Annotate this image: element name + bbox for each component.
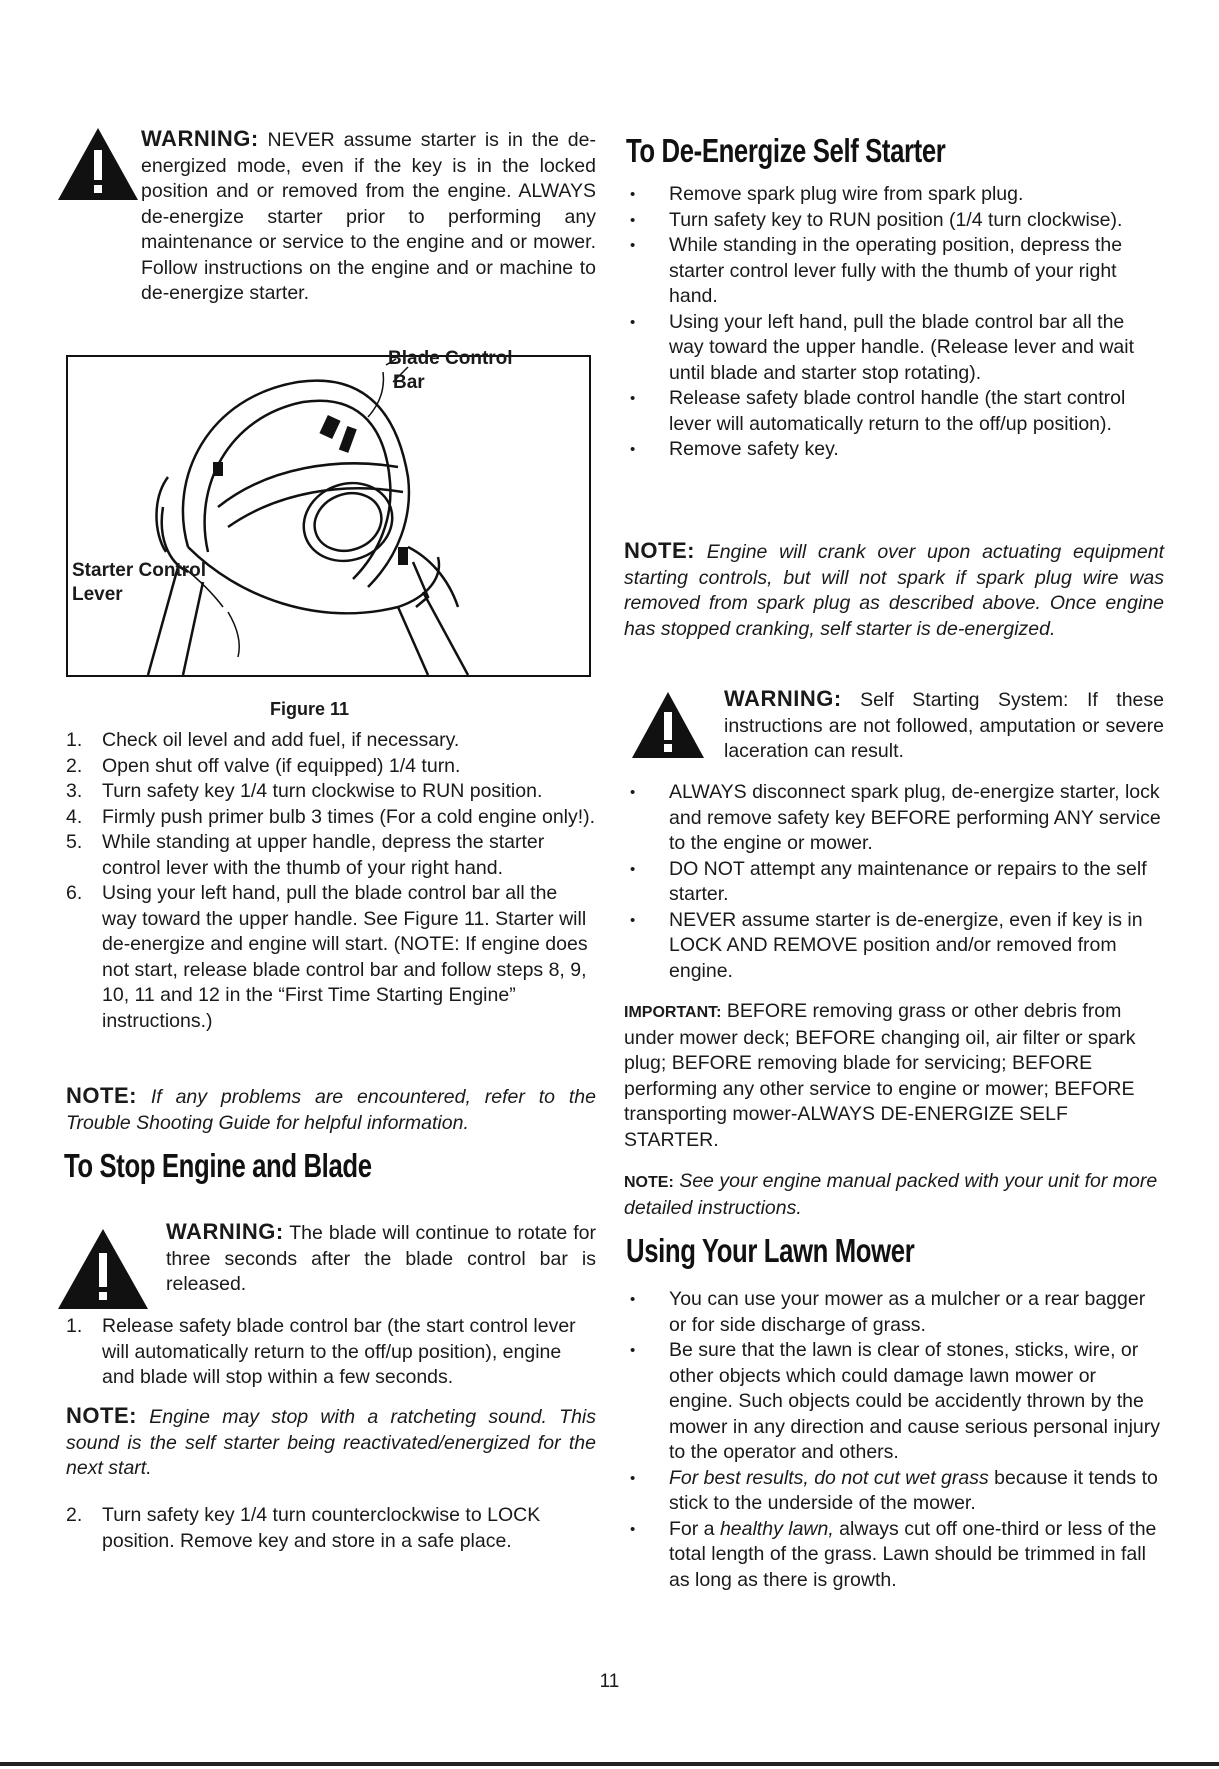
warning-triangle-icon [630,690,706,760]
figure-caption: Figure 11 [270,699,350,719]
list-item: 1. Release safety blade control bar (the start control lever will automatically return to the off/up position), engine and blade will stop within a few seconds. [66,1315,576,1388]
list-item: • Be sure that the lawn is clear of stones, sticks, wire, or other objects which could damage lawn mower or engine. Such objects could be accidently thrown by the mower in any direction and cause serious personal injury to the operator and others. [624,1338,1164,1466]
warning-self-starting: WARNING: Self Starting System: If these instructions are not followed, amputation or severe laceration can result. [630,686,1164,765]
stop-step-1 [66,1314,596,1391]
list-item: • ALWAYS disconnect spark plug, de-energize starter, lock and remove safety key BEFORE performing ANY service to the engine or mower. [624,780,1164,857]
heading-using-mower: Using Your Lawn Mower [626,1232,915,1269]
using-bullets [624,1287,1164,1593]
heading-de-energize: To De-Energize Self Starter [626,132,946,169]
list-item: 2. Turn safety key 1/4 turn counterclockwise to LOCK position. Remove key and store in a safe place. [66,1504,541,1552]
warning-label: WARNING: [141,126,259,151]
note-trouble-shooting: NOTE: If any problems are encountered, refer to the Trouble Shooting Guide for helpful information. [66,1083,596,1134]
list-item: • Using your left hand, pull the blade control bar all the way toward the upper handle. (Release lever and wait until blade and starter stop rotating). [624,310,1164,387]
label-lever: Lever [72,584,123,605]
warning-never-assume [56,126,596,307]
list-item: 1. Check oil level and add fuel, if necessary. [66,729,460,751]
list-item: • While standing in the operating position, depress the starter control lever fully with the thumb of your right hand. [624,233,1164,310]
warning-triangle-icon [56,126,140,202]
list-item: • NEVER assume starter is de-energize, even if key is in LOCK AND REMOVE position and/or removed from engine. [624,908,1164,985]
label-blade-control: Blade Control [388,348,513,369]
safety-bullets [624,780,1164,984]
list-item: • Release safety blade control handle (the start control lever will automatically return to the off/up position). [624,386,1164,437]
list-item: 3. Turn safety key 1/4 turn clockwise to RUN position. [66,780,543,802]
warning-blade-continues: WARNING: The blade will continue to rotate for three seconds after the blade control bar is released. [56,1219,596,1298]
bottom-rule [0,1762,1219,1766]
list-item: • Remove safety key. [624,437,1164,463]
list-item: • DO NOT attempt any maintenance or repairs to the self starter. [624,857,1164,908]
list-item: • For a healthy lawn, always cut off one-third or less of the total length of the grass. Lawn should be trimmed in fall as long as there is growth. [624,1517,1164,1594]
note-crank-over: NOTE: Engine will crank over upon actuating equipment starting controls, but will not spark if spark plug wire was removed from spark plug as described above. Once engine has stopped cranking, self starter is de-energized. [624,538,1165,640]
list-item: 5. While standing at upper handle, depress the starter control lever with the thumb of your right hand. [66,831,545,879]
list-item: 2. Open shut off valve (if equipped) 1/4 turn. [66,754,461,777]
stop-step-2 [66,1503,596,1554]
warning-triangle-icon [56,1227,150,1311]
starting-steps [66,728,596,1034]
list-item: 4. Firmly push primer bulb 3 times (For a cold engine only!). [66,805,596,828]
important-notice: IMPORTANT: BEFORE removing grass or other debris from under mower deck; BEFORE changing oil, air filter or spark plug; BEFORE removing blade for servicing; BEFORE performing any other service to engine or mower; BEFORE transporting mower-ALWAYS DE-ENERGIZE SELF STARTER. [624,1000,1136,1151]
mower-handle-illustration [68,357,589,675]
label-starter-control: Starter Control [72,560,207,581]
list-item: • You can use your mower as a mulcher or a rear bagger or for side discharge of grass. [624,1287,1164,1338]
list-item: • Turn safety key to RUN position (1/4 turn clockwise). [624,208,1164,234]
warning-text: NEVER assume starter is in the de-energized mode, even if the key is in the locked position and or removed from the engine. ALWAYS de-energize starter prior to performing any maintenance or service to the engine and or mower. Follow instructions on the engine and or machine to de-energize starter. [141,129,596,304]
de-energize-steps [624,182,1164,463]
list-item: 6. Using your left hand, pull the blade control bar all the way toward the upper handle. See Figure 11. Starter will de-energize and engine will start. (NOTE: If engine does not start, release blade control bar and follow steps 8, 9, 10, 11 and 12 in the “First Time Starting Engine” instructions.) [66,882,588,1032]
heading-stop-engine: To Stop Engine and Blade [64,1147,372,1184]
list-item: • For best results, do not cut wet grass because it tends to stick to the underside of the mower. [624,1466,1164,1517]
note-engine-manual: NOTE: See your engine manual packed with your unit for more detailed instructions. [624,1170,1158,1219]
page-number: 11 [599,1671,620,1692]
note-ratcheting: NOTE: Engine may stop with a ratcheting sound. This sound is the self starter being reactivated/energized for the next start. [66,1403,596,1479]
label-bar: Bar [393,372,425,393]
figure-11-frame [66,348,591,677]
list-item: • Remove spark plug wire from spark plug. [624,182,1164,208]
